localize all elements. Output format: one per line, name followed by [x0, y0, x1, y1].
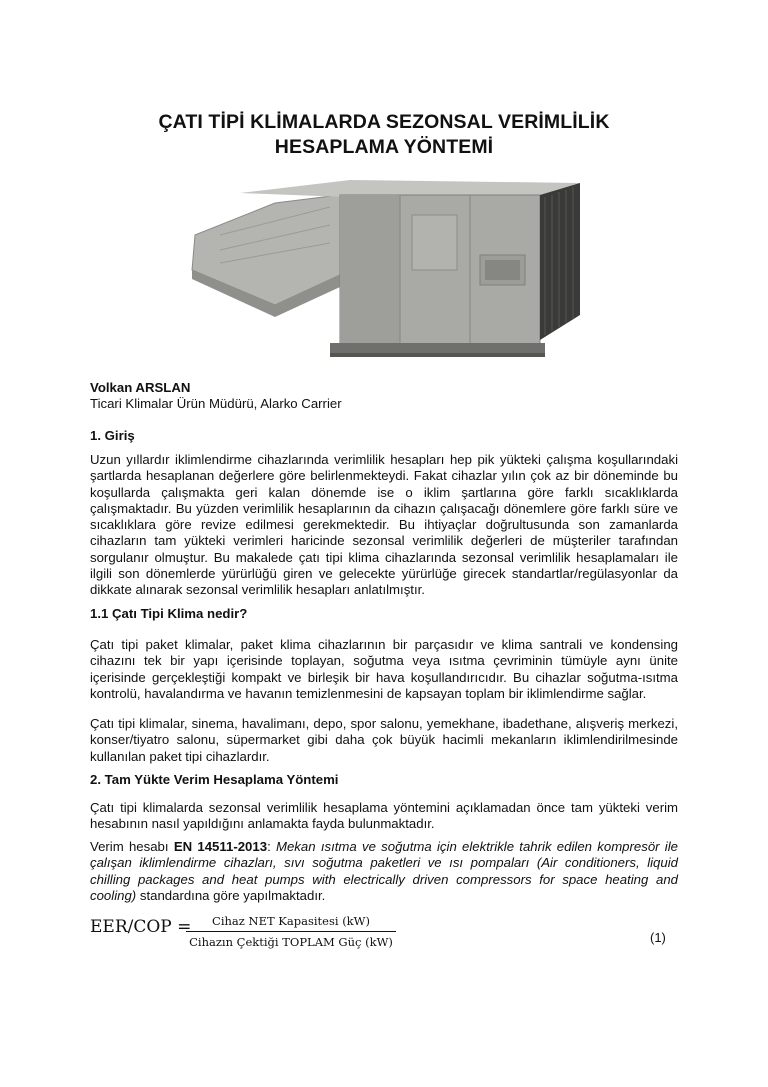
title-line-2: HESAPLAMA YÖNTEMİ — [274, 136, 494, 158]
section-2-paragraph-2 — [90, 839, 678, 904]
paragraph-colon: : — [267, 839, 276, 854]
section-1-1-heading: 1.1 Çatı Tipi Klima nedir? — [90, 606, 248, 621]
author-role: Ticari Klimalar Ürün Müdürü, Alarko Carrier — [90, 396, 342, 412]
equation-lhs: EER/COP = — [90, 917, 192, 937]
paragraph-prefix: Verim hesabı — [90, 839, 174, 854]
author-block — [90, 380, 678, 413]
author-name: Volkan ARSLAN — [90, 380, 191, 395]
rooftop-unit-photo — [180, 175, 590, 370]
standard-code: EN 14511-2013 — [173, 839, 268, 854]
standard-title: Mekan ısıtma ve soğutma için elektrikle tahrik edilen kompresör ile çalışan iklimlendirme cihazları, sıvı soğutma paketleri ve ısı pompaları (Air conditioners, liquid chilling packages and heat pumps with electrically driven compressors for space heating and cooling) — [90, 839, 678, 903]
section-2-paragraph-1: Çatı tipi klimalarda sezonsal verimlilik hesaplama yöntemini açıklamadan önce tam yükteki verim hesabının nasıl yapıldığını anlamakta fayda bulunmaktadır. — [90, 800, 678, 832]
section-1-paragraph: Uzun yıllardır iklimlendirme cihazlarında verimlilik hesapları hep pik yükteki çalışma koşullarındaki şartlarda hesaplanan değerlere göre belirlenmekteydi. Fakat cihazlar yılın çok az bir döneminde bu koşullarda çalışmakta geri kalan dönemde ise o iklim şartlarına göre farklı sıcaklıklarda çalışmaktadır. Bu yüzden verimlilik hesaplarının da cihazın çalışacağı dönemlere göre farklı süre ve sıcaklıklara göre revize edilmesi gerekmektedir. Bu ihtiyaçlar doğrultusunda son zamanlarda cihazların tam yükteki verimleri haricinde sezonsal verimlilik değerleri de müşteriler tarafından sorgulanır olmuştur. Bu makalede çatı tipi klima cihazlarında sezonsal verimlilik hesaplamaları ile ilgili son dönemlerde yürürlüğü giren ve gelecekte yürürlüğe girecek standartlar/regülasyonlar da dikkate alınarak sezonsal verimlilik hesapları anlatılmıştır. — [90, 452, 678, 598]
equation-fraction — [186, 914, 396, 949]
equation-numerator: Cihaz NET Kapasitesi (kW) — [186, 914, 396, 932]
paragraph-suffix: standardına göre yapılmaktadır. — [136, 887, 326, 903]
section-1-heading: 1. Giriş — [90, 428, 135, 443]
section-1-1-paragraph-2: Çatı tipi klimalar, sinema, havalimanı, depo, spor salonu, yemekhane, ibadethane, alışveriş merkezi, konser/tiyatro salonu, süpermarket gibi daha çok büyük hacimli mekanların iklimlendirilmesinde kullanılan paket tipi cihazlardır. — [90, 716, 678, 764]
document-title — [90, 110, 678, 160]
title-line-1: ÇATI TİPİ KLİMALARDA SEZONSAL VERİMLİLİK — [158, 111, 610, 133]
section-2-heading: 2. Tam Yükte Verim Hesaplama Yöntemi — [90, 772, 339, 787]
section-1-1-paragraph-1: Çatı tipi paket klimalar, paket klima cihazlarının bir parçasıdır ve klima santrali ve kondensing cihazını tek bir yapı içerisinde toplayan, soğutma veya ısıtma çevriminin tümüyle aynı ünite içerisinde gerçekleştiği kompakt ve birleşik bir hava koşullandırıcıdır. Bu cihazlar soğutma-ısıtma kontrolü, havalandırma ve havanın temizlenmesini de kapsayan toplam bir iklimlendirme sağlar. — [90, 637, 678, 701]
equation-denominator: Cihazın Çektiği TOPLAM Güç (kW) — [189, 935, 393, 949]
equation-number: (1) — [650, 930, 666, 945]
